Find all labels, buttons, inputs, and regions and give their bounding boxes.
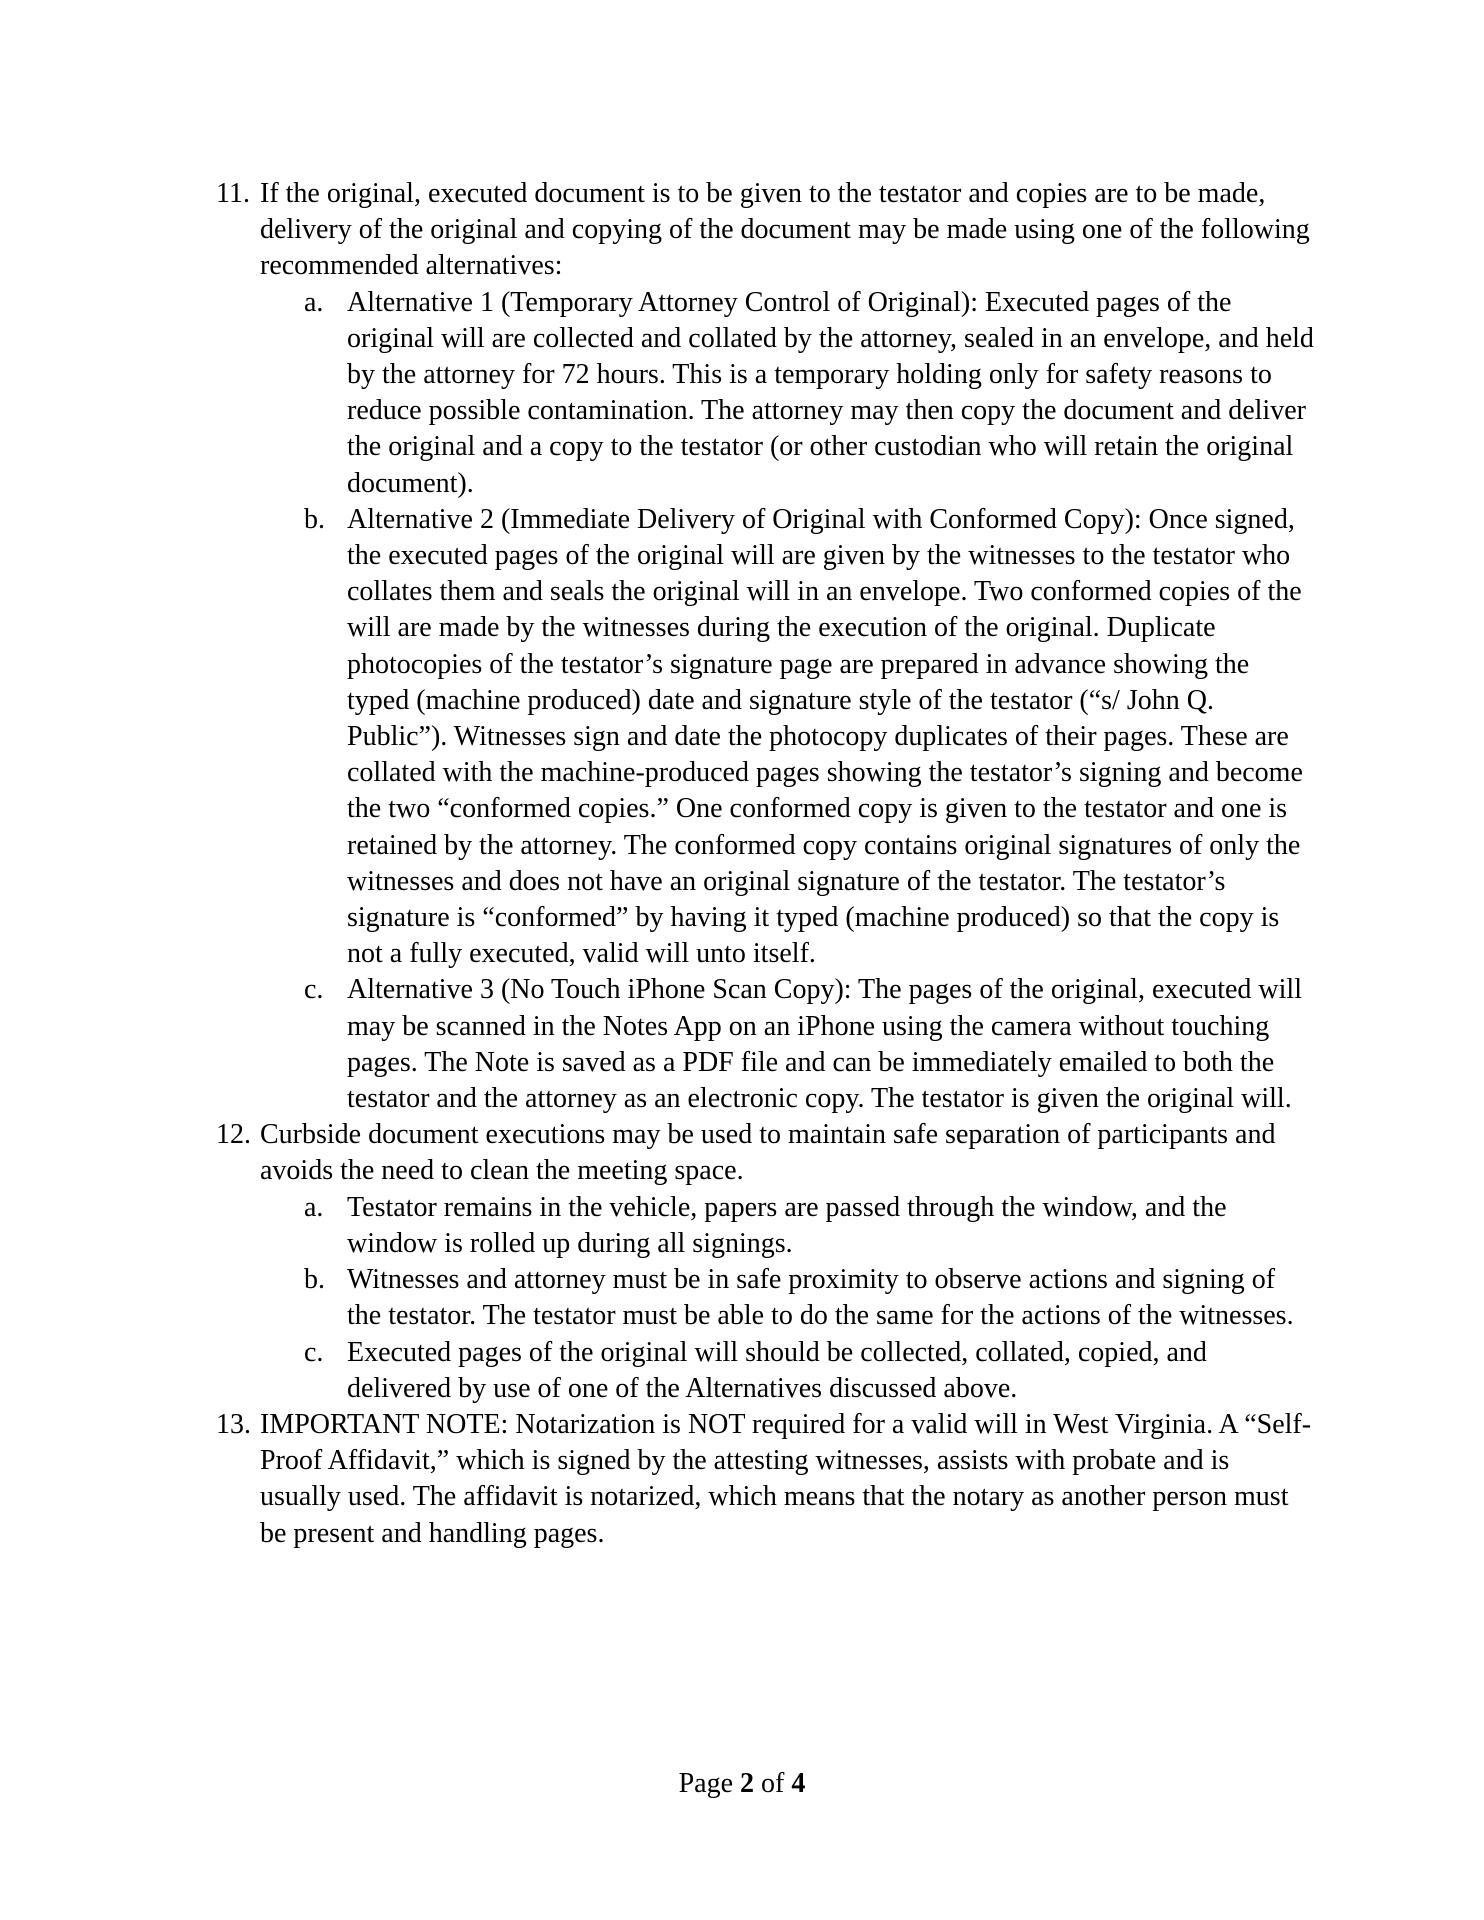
item-number: 11. <box>216 178 250 209</box>
footer-page-label: Page <box>678 1768 734 1799</box>
sub-item-11b <box>304 502 1316 973</box>
sub-item-11c <box>304 972 1316 1117</box>
sub-item-text: Alternative 3 (No Touch iPhone Scan Copy): The pages of the original, executed will may be scanned in the Notes App on an iPhone using the camera without touching pages. The Note is saved as a PDF file and can be immediately emailed to both the testator and the attorney as an electronic copy. The testator is given the original will. <box>347 974 1302 1115</box>
sub-item-text: Testator remains in the vehicle, papers are passed through the window, and the window is rolled up during all signings. <box>347 1191 1227 1259</box>
footer-total-pages: 4 <box>791 1768 806 1799</box>
sub-item-text: Witnesses and attorney must be in safe proximity to observe actions and signing of the testator. The testator must be able to do the same for the actions of the witnesses. <box>347 1264 1294 1332</box>
sub-item-letter: b. <box>304 1264 325 1296</box>
sub-item-12a <box>304 1190 1316 1262</box>
list-item-13 <box>216 1407 1316 1552</box>
footer-current-page: 2 <box>740 1768 755 1799</box>
sublist <box>304 285 1316 1118</box>
list-item-12 <box>216 1117 1316 1407</box>
sub-item-text: Executed pages of the original will should be collected, collated, copied, and delivered by use of one of the Alternatives discussed above. <box>347 1336 1207 1404</box>
sub-item-letter: b. <box>304 503 325 535</box>
sub-item-letter: a. <box>304 1191 324 1223</box>
sub-item-letter: c. <box>304 974 324 1006</box>
footer-of-label: of <box>761 1768 785 1799</box>
item-text: If the original, executed document is to be given to the testator and copies are to be made, delivery of the original and copying of the document may be made using one of the following recommended alternatives: <box>260 178 1310 282</box>
sub-item-12b <box>304 1262 1316 1334</box>
page-footer <box>0 1766 1484 1802</box>
sub-item-12c <box>304 1335 1316 1407</box>
sub-item-text: Alternative 1 (Temporary Attorney Control of Original): Executed pages of the original will are collected and collated by the attorney, sealed in an envelope, and held by the attorney for 72 hours. This is a temporary holding only for safety reasons to reduce possible contamination. The attorney may then copy the document and deliver the original and a copy to the testator (or other custodian who will retain the original document). <box>347 286 1314 499</box>
item-text: Curbside document executions may be used to maintain safe separation of participants and avoids the need to clean the meeting space. <box>260 1119 1276 1187</box>
item-number: 13. <box>216 1408 251 1440</box>
list-item-11 <box>216 176 1316 1117</box>
sub-item-letter: a. <box>304 286 324 318</box>
sublist <box>304 1190 1316 1407</box>
item-number: 12. <box>216 1119 251 1151</box>
sub-item-text: Alternative 2 (Immediate Delivery of Original with Conformed Copy): Once signed, the executed pages of the original will are given by the witnesses to the testator who collates them and seals the original will in an envelope. Two conformed copies of the will are made by the witnesses during the execution of the original. Duplicate photocopies of the testator’s signature page are prepared in advance showing the typed (machine produced) date and signature style of the testator (“s/ John Q. Public”). Witnesses sign and date the photocopy duplicates of their pages. These are collated with the machine-produced pages showing the testator’s signing and become the two “conformed copies.” One conformed copy is given to the testator and one is retained by the attorney. The conformed copy contains original signatures of only the witnesses and does not have an original signature of the testator. The testator’s signature is “conformed” by having it typed (machine produced) so that the copy is not a fully executed, valid will unto itself. <box>347 503 1303 970</box>
item-text: IMPORTANT NOTE: Notarization is NOT required for a valid will in West Virginia. A “Self-Proof Affidavit,” which is signed by the attesting witnesses, assists with probate and is usually used. The affidavit is notarized, which means that the notary as another person must be present and handling pages. <box>260 1408 1312 1549</box>
document-body <box>216 176 1316 1552</box>
sub-item-letter: c. <box>304 1336 324 1368</box>
sub-item-11a <box>304 285 1316 502</box>
